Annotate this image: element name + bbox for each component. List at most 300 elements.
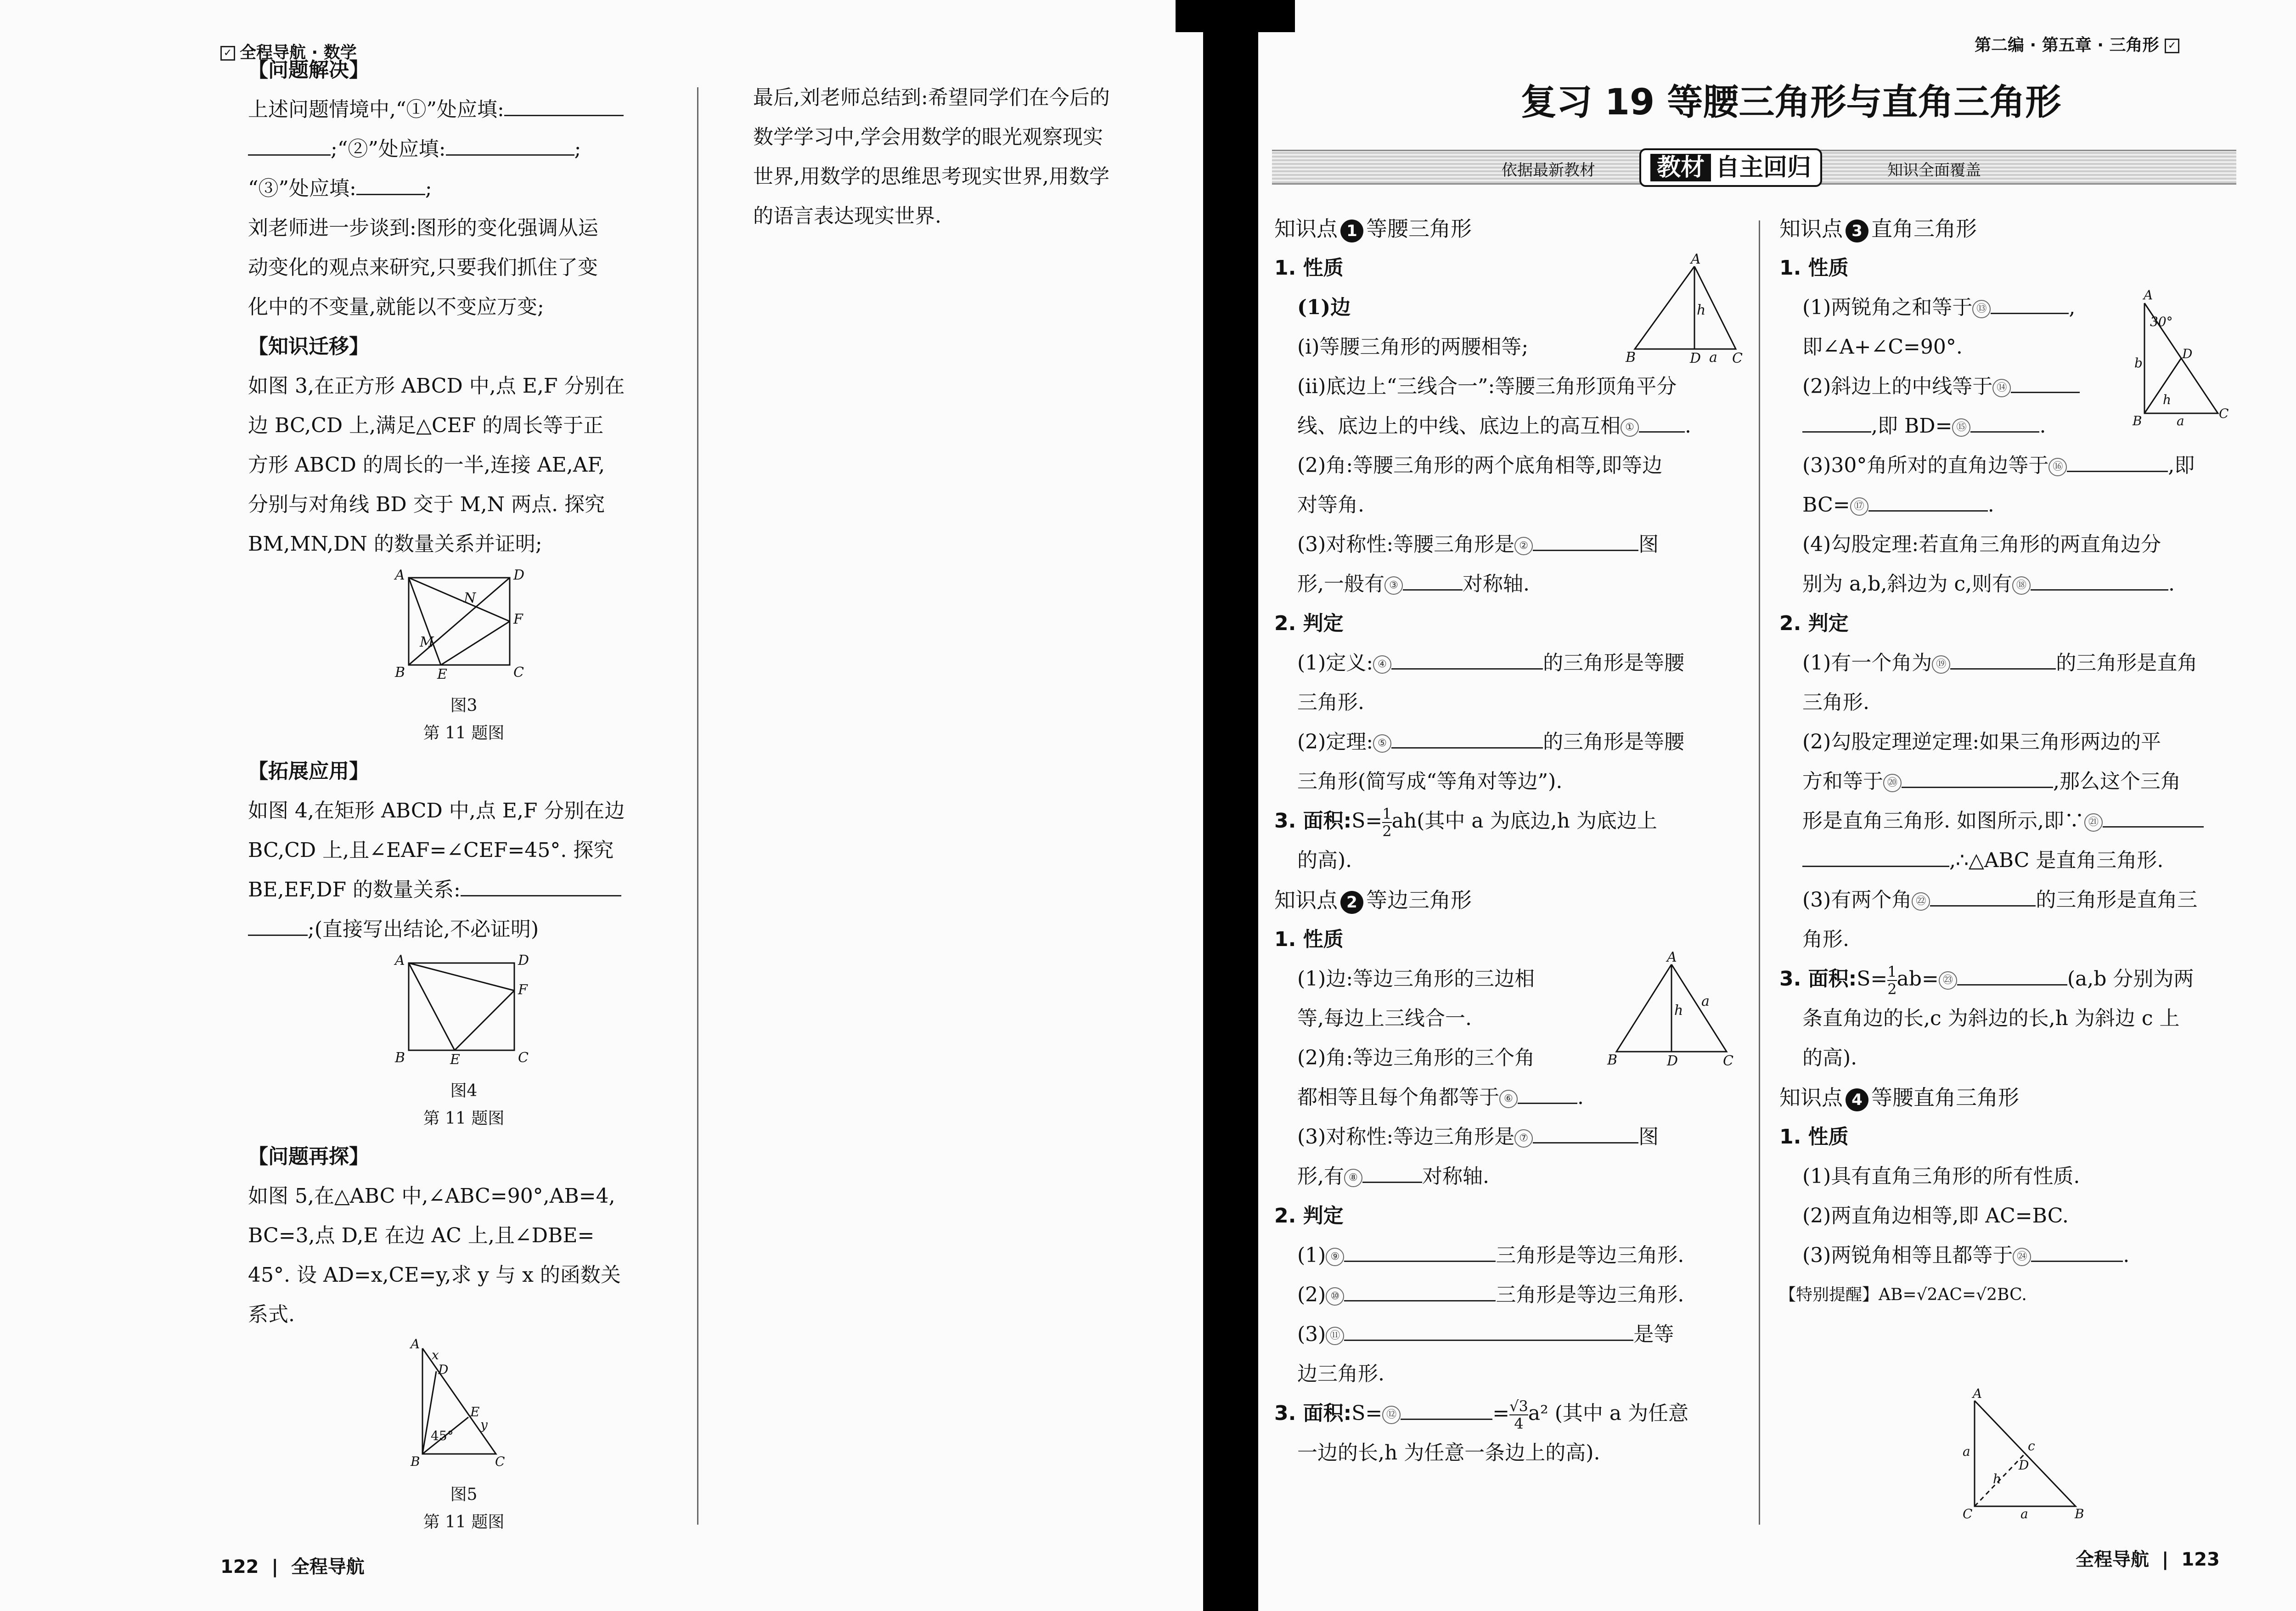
text-run: 对等角. bbox=[1297, 493, 1364, 517]
text-run: (1) bbox=[1297, 1244, 1326, 1267]
text-line bbox=[248, 831, 680, 870]
answer-blank bbox=[1401, 1398, 1492, 1420]
section-heading: 3. 面积: bbox=[1274, 1402, 1352, 1425]
knowledge-point-heading bbox=[1779, 209, 2248, 248]
text-line bbox=[1779, 920, 2248, 959]
svg-text:a: a bbox=[2020, 1506, 2028, 1521]
svg-text:D: D bbox=[2019, 1458, 2029, 1473]
text-line bbox=[1779, 999, 2248, 1038]
knowledge-point-heading bbox=[1274, 880, 1738, 920]
answer-blank bbox=[1950, 648, 2056, 670]
text-run: 的三角形是直角 bbox=[2056, 651, 2198, 675]
formula-rest: (a,b 分别为两 bbox=[2067, 967, 2194, 991]
formula-lhs: S= bbox=[1351, 809, 1383, 833]
svg-text:x: x bbox=[432, 1347, 439, 1363]
numerator: 1 bbox=[1382, 805, 1392, 822]
text-run: (1)边:等边三角形的三边相 bbox=[1297, 967, 1535, 991]
left-column-2 bbox=[753, 78, 1194, 236]
text-run: 动变化的观点来研究,只要我们抓住了变 bbox=[248, 256, 598, 279]
figure-label: 图4 bbox=[450, 1082, 478, 1100]
text-run: 形,有 bbox=[1297, 1165, 1344, 1188]
svg-text:B: B bbox=[1607, 1052, 1618, 1068]
svg-text:b: b bbox=[2134, 355, 2143, 371]
text-line bbox=[248, 248, 680, 287]
text-run: (3)对称性:等边三角形是 bbox=[1297, 1125, 1515, 1149]
text-run: 三角形. bbox=[1297, 691, 1364, 714]
text-line bbox=[248, 1256, 680, 1295]
text-run: (3)30°角所对的直角边等于 bbox=[1802, 454, 2049, 477]
text-line bbox=[1274, 1354, 1738, 1394]
kp-prefix: 知识点 bbox=[1274, 216, 1338, 241]
answer-blank bbox=[2103, 806, 2204, 828]
svg-text:F: F bbox=[513, 611, 523, 627]
text-run: . bbox=[1577, 1086, 1584, 1109]
text-run: 别为 a,b,斜边为 c,则有 bbox=[1802, 572, 2012, 596]
figure-block bbox=[248, 954, 680, 1132]
text-line bbox=[1779, 1236, 2248, 1275]
section-heading: 2. 判定 bbox=[1779, 612, 1849, 635]
text-run: 即∠A+∠C=90°. bbox=[1802, 335, 1963, 359]
text-line bbox=[1274, 1275, 1738, 1315]
answer-blank bbox=[2011, 372, 2080, 393]
equilateral-triangle-figure bbox=[1607, 949, 1736, 1075]
knowledge-point-heading bbox=[1779, 1078, 2248, 1117]
blank-number: ㉔ bbox=[2013, 1248, 2031, 1266]
text-run: . bbox=[2168, 572, 2175, 596]
text-run: BM,MN,DN 的数量关系并证明; bbox=[248, 532, 542, 556]
text-run: ; bbox=[425, 177, 432, 200]
text-line bbox=[1274, 643, 1738, 683]
text-run: 对称轴. bbox=[1463, 572, 1530, 596]
figure-label: 图5 bbox=[450, 1485, 478, 1504]
text-run: 边 BC,CD 上,满足△CEF 的周长等于正 bbox=[248, 414, 604, 437]
formula-mid: ab= bbox=[1896, 967, 1939, 991]
blank-number: ⑧ bbox=[1344, 1169, 1362, 1187]
text-line bbox=[1274, 406, 1738, 446]
area-formula: 3. 面积:S= ⑫ = $\frac{√3}{4}$ a² (其中 a 为任意 bbox=[1274, 1397, 1689, 1432]
answer-blank bbox=[1957, 964, 2067, 986]
answer-blank bbox=[1802, 845, 1949, 867]
blank-number: ⑮ bbox=[1952, 418, 1970, 437]
blank-number: ⑬ bbox=[1972, 300, 1991, 318]
svg-text:A: A bbox=[2144, 287, 2153, 303]
answer-blank bbox=[504, 95, 624, 116]
text-line bbox=[1779, 1196, 2248, 1236]
isosceles-triangle-figure bbox=[1626, 251, 1743, 367]
answer-blank bbox=[1802, 411, 1871, 433]
fraction bbox=[1509, 1398, 1528, 1432]
text-line bbox=[1274, 367, 1738, 406]
text-run: 系式. bbox=[248, 1303, 295, 1326]
text-run: 角形. bbox=[1802, 928, 1849, 951]
text-run: 如图 3,在正方形 ABCD 中,点 E,F 分别在 bbox=[248, 374, 625, 398]
text-run: 的高). bbox=[1802, 1046, 1857, 1070]
figure-caption: 第 11 题图 bbox=[423, 1109, 505, 1128]
blank-number: ㉑ bbox=[2084, 813, 2103, 832]
text-line bbox=[248, 445, 680, 485]
figure-caption: 第 11 题图 bbox=[423, 724, 505, 743]
text-run: . bbox=[1987, 493, 1994, 517]
text-line bbox=[1779, 1038, 2248, 1078]
text-run: . bbox=[1685, 414, 1691, 438]
text-run: ,即 bbox=[2168, 454, 2195, 477]
text-line bbox=[248, 1295, 680, 1335]
text-run: 上述问题情境中,“①”处应填: bbox=[248, 98, 504, 121]
blank-number: ⑦ bbox=[1514, 1129, 1533, 1148]
text-run: (3) bbox=[1297, 1323, 1326, 1346]
section-heading: 1. 性质 bbox=[1274, 256, 1344, 280]
section-heading: 【问题再探】 bbox=[248, 1145, 369, 1168]
column-divider bbox=[1759, 220, 1760, 1525]
kp-number: 3 bbox=[1846, 220, 1868, 242]
right-column-1 bbox=[1274, 209, 1738, 1473]
section-heading: 2. 判定 bbox=[1274, 612, 1344, 635]
text-run: 三角形是等边三角形. bbox=[1496, 1244, 1684, 1267]
svg-text:D: D bbox=[1667, 1053, 1678, 1069]
answer-blank bbox=[1970, 411, 2039, 433]
blank-number: ⑭ bbox=[1992, 379, 2011, 397]
answer-blank bbox=[1902, 766, 2053, 788]
column-divider bbox=[697, 87, 698, 1525]
text-line bbox=[248, 169, 680, 208]
fraction bbox=[1382, 806, 1391, 839]
answer-blank bbox=[1991, 293, 2069, 314]
figure-block bbox=[248, 569, 680, 747]
text-line bbox=[248, 485, 680, 524]
blank-number: ⑩ bbox=[1326, 1287, 1344, 1306]
text-line bbox=[1274, 1157, 1738, 1196]
kp-prefix: 知识点 bbox=[1779, 216, 1843, 241]
text-line bbox=[1779, 683, 2248, 722]
text-run: . bbox=[2039, 414, 2046, 438]
text-run: (3)对称性:等腰三角形是 bbox=[1297, 533, 1515, 556]
svg-text:B: B bbox=[2075, 1506, 2084, 1521]
text-run: , bbox=[2069, 296, 2076, 319]
answer-blank bbox=[1403, 569, 1463, 591]
text-run: “③”处应填: bbox=[248, 177, 356, 200]
text-run: (3)两锐角相等且都等于 bbox=[1802, 1244, 2013, 1267]
text-run: (ⅰ)等腰三角形的两腰相等; bbox=[1297, 335, 1529, 359]
svg-text:c: c bbox=[2028, 1438, 2035, 1453]
section-band: 依据最新教材 教材 自主回归 知识全面覆盖 bbox=[1272, 150, 2236, 185]
text-line bbox=[1779, 762, 2248, 801]
svg-text:N: N bbox=[464, 590, 476, 606]
section-heading: 【知识迁移】 bbox=[248, 335, 369, 358]
svg-text:D: D bbox=[513, 567, 525, 583]
text-run: (2)角:等边三角形的三个角 bbox=[1297, 1046, 1535, 1070]
answer-blank bbox=[1518, 1082, 1577, 1104]
text-run: ,∴△ABC 是直角三角形. bbox=[1949, 849, 2164, 872]
denominator: 2 bbox=[1382, 822, 1392, 840]
text-run: (2)角:等腰三角形的两个底角相等,即等边 bbox=[1297, 454, 1663, 477]
svg-text:B: B bbox=[1626, 349, 1636, 366]
text-line bbox=[1274, 1078, 1738, 1117]
check-box-icon: ✓ bbox=[2165, 39, 2179, 53]
blank-number: ① bbox=[1621, 418, 1639, 437]
text-line bbox=[1779, 643, 2248, 683]
answer-blank bbox=[1391, 648, 1543, 670]
figure-3-square bbox=[395, 567, 533, 682]
text-line bbox=[1274, 1433, 1738, 1473]
svg-text:a: a bbox=[2177, 413, 2184, 428]
text-run: 三角形是等边三角形. bbox=[1496, 1283, 1684, 1307]
text-line bbox=[1779, 446, 2248, 485]
text-run: 的高). bbox=[1297, 849, 1352, 872]
blank-number: ⑱ bbox=[2012, 576, 2031, 595]
answer-blank bbox=[446, 134, 574, 156]
answer-blank bbox=[2031, 1240, 2123, 1262]
text-run: (1)定义: bbox=[1297, 651, 1373, 675]
text-line: 最后,刘老师总结到:希望同学们在今后的 bbox=[753, 86, 1110, 109]
text-run: BC,CD 上,且∠EAF=∠CEF=45°. 探究 bbox=[248, 839, 614, 862]
svg-text:B: B bbox=[395, 1050, 405, 1066]
text-run: (2) bbox=[1297, 1283, 1326, 1307]
section-heading: 3. 面积: bbox=[1779, 967, 1857, 991]
text-run: 条直角边的长,c 为斜边的长,h 为斜边 c 上 bbox=[1802, 1007, 2180, 1030]
page-title: 复习 19 等腰三角形与直角三角形 bbox=[1520, 82, 2061, 123]
text-line bbox=[248, 791, 680, 831]
answer-blank bbox=[1639, 411, 1685, 433]
answer-blank bbox=[2031, 569, 2168, 591]
svg-text:D: D bbox=[1690, 350, 1701, 366]
svg-text:45°: 45° bbox=[431, 1428, 454, 1443]
section-heading: 【问题解决】 bbox=[248, 58, 369, 82]
text-line bbox=[1779, 485, 2248, 525]
text-line bbox=[248, 406, 680, 445]
text-line bbox=[1274, 525, 1738, 564]
section-heading: 【拓展应用】 bbox=[248, 760, 369, 783]
text-run: 等,每边上三线合一. bbox=[1297, 1007, 1472, 1030]
answer-blank bbox=[1533, 529, 1638, 551]
right-running-header: 第二编 · 第五章 · 三角形 ✓ bbox=[1975, 32, 2184, 56]
kp-title: 直角三角形 bbox=[1871, 216, 1977, 241]
text-line bbox=[248, 910, 680, 949]
isosceles-right-triangle-figure bbox=[1956, 1386, 2085, 1521]
kp-number: 2 bbox=[1340, 891, 1363, 914]
figure-caption: 第 11 题图 bbox=[423, 1513, 505, 1532]
answer-blank bbox=[1868, 490, 1988, 512]
text-line bbox=[248, 524, 680, 564]
svg-text:C: C bbox=[518, 1050, 529, 1066]
section-tag: 教材 自主回归 bbox=[1639, 148, 1822, 187]
blank-number: ⑨ bbox=[1326, 1248, 1344, 1266]
answer-blank bbox=[1391, 727, 1543, 749]
blank-number: ② bbox=[1514, 537, 1533, 555]
text-run: (2)勾股定理逆定理:如果三角形两边的平 bbox=[1802, 730, 2161, 754]
text-line bbox=[1779, 1157, 2248, 1196]
formula-lhs: S= bbox=[1351, 1402, 1383, 1425]
text-run: 方形 ABCD 的周长的一半,连接 AE,AF, bbox=[248, 453, 605, 477]
blank-number: ⑰ bbox=[1850, 497, 1868, 516]
figure-label: 图3 bbox=[450, 696, 478, 715]
text-run: 三角形(简写成“等角对等边”). bbox=[1297, 770, 1563, 793]
text-run: 对称轴. bbox=[1422, 1165, 1489, 1188]
svg-text:E: E bbox=[450, 1052, 460, 1068]
text-run: 45°. 设 AD=x,CE=y,求 y 与 x 的函数关 bbox=[248, 1263, 621, 1287]
figure-block bbox=[248, 1336, 680, 1536]
answer-blank bbox=[248, 914, 308, 936]
text-line bbox=[1779, 801, 2248, 841]
svg-text:C: C bbox=[1963, 1506, 1973, 1521]
denominator: 4 bbox=[1514, 1414, 1524, 1432]
kp-title: 等边三角形 bbox=[1366, 888, 1472, 913]
left-footer: 122 | 全程导航 bbox=[220, 1556, 365, 1577]
text-run: 的三角形是直角三 bbox=[2036, 888, 2198, 912]
answer-blank bbox=[1533, 1122, 1638, 1143]
text-line bbox=[248, 870, 680, 910]
text-run: 一边的长,h 为任意一条边上的高). bbox=[1297, 1441, 1600, 1465]
formula-rest: a² (其中 a 为任意 bbox=[1528, 1402, 1689, 1425]
svg-text:A: A bbox=[1691, 251, 1701, 267]
svg-text:C: C bbox=[495, 1454, 505, 1469]
svg-text:D: D bbox=[518, 952, 529, 969]
blank-number: ⑫ bbox=[1382, 1406, 1401, 1424]
blank-number: ⑯ bbox=[2048, 458, 2067, 476]
text-line bbox=[248, 90, 680, 130]
text-run: 刘老师进一步谈到:图形的变化强调从运 bbox=[248, 216, 598, 240]
text-line bbox=[1779, 880, 2248, 920]
text-run: 是等 bbox=[1633, 1323, 1674, 1346]
text-line: 数学学习中,学会用数学的眼光观察现实 bbox=[753, 125, 1103, 149]
svg-text:D: D bbox=[2182, 346, 2193, 361]
left-running-header: ✓ 全程导航 · 数学 bbox=[220, 39, 357, 63]
svg-text:a: a bbox=[1709, 349, 1717, 366]
blank-number: ㉓ bbox=[1939, 971, 1957, 990]
text-line bbox=[1274, 1315, 1738, 1354]
text-line bbox=[248, 130, 680, 169]
section-heading: 1. 性质 bbox=[1779, 1125, 1849, 1149]
text-run: (1)具有直角三角形的所有性质. bbox=[1802, 1165, 2080, 1188]
text-line bbox=[1779, 841, 2248, 880]
text-run: BC= bbox=[1802, 493, 1850, 517]
svg-text:h: h bbox=[2163, 392, 2172, 407]
svg-text:B: B bbox=[2133, 413, 2142, 428]
blank-number: ④ bbox=[1373, 655, 1391, 674]
text-run: (1)边 bbox=[1297, 296, 1351, 319]
answer-blank bbox=[1344, 1240, 1496, 1262]
svg-text:a: a bbox=[1963, 1444, 1970, 1459]
blank-number: ⑥ bbox=[1499, 1090, 1518, 1108]
formula-lhs: S= bbox=[1857, 967, 1888, 991]
text-run: (ⅱ)底边上“三线合一”:等腰三角形顶角平分 bbox=[1297, 375, 1677, 398]
section-heading: 1. 性质 bbox=[1779, 256, 1849, 280]
text-line bbox=[1274, 841, 1738, 880]
answer-blank bbox=[1344, 1280, 1496, 1301]
svg-text:C: C bbox=[513, 665, 524, 681]
svg-text:E: E bbox=[437, 666, 447, 682]
area-formula bbox=[1779, 959, 2248, 999]
answer-blank bbox=[1344, 1319, 1633, 1341]
svg-text:h: h bbox=[1993, 1471, 2002, 1487]
kp-number: 4 bbox=[1846, 1088, 1868, 1111]
formula-rest: ah(其中 a 为底边,h 为底边上 bbox=[1391, 809, 1657, 833]
text-run: ,那么这个三角 bbox=[2053, 770, 2181, 793]
text-run: 如图 5,在△ABC 中,∠ABC=90°,AB=4, bbox=[248, 1184, 615, 1208]
text-run: 都相等且每个角都等于 bbox=[1297, 1086, 1499, 1109]
numerator: √3 bbox=[1509, 1397, 1528, 1415]
text-run: 形是直角三角形. 如图所示,即∵ bbox=[1802, 809, 2084, 833]
text-line bbox=[1274, 485, 1738, 525]
svg-text:h: h bbox=[1697, 302, 1706, 318]
denominator: 2 bbox=[1887, 980, 1897, 998]
text-line bbox=[248, 208, 680, 248]
right-footer: 全程导航 | 123 bbox=[2076, 1549, 2220, 1570]
answer-blank bbox=[1362, 1161, 1422, 1183]
kp-title: 等腰三角形 bbox=[1366, 216, 1472, 241]
answer-blank bbox=[1930, 885, 2036, 907]
text-line: 世界,用数学的思维思考现实世界,用数学 bbox=[753, 165, 1109, 188]
blank-number: ③ bbox=[1384, 576, 1403, 595]
text-run: (4)勾股定理:若直角三角形的两直角边分 bbox=[1802, 533, 2161, 556]
blank-number: ⑪ bbox=[1326, 1327, 1344, 1345]
text-run: ; bbox=[574, 137, 581, 161]
text-line bbox=[1779, 722, 2248, 762]
text-run: BE,EF,DF 的数量关系: bbox=[248, 878, 461, 901]
svg-text:M: M bbox=[420, 634, 434, 650]
knowledge-point-heading bbox=[1274, 209, 1738, 248]
text-run: 图 bbox=[1638, 533, 1659, 556]
text-run: 方和等于 bbox=[1802, 770, 1883, 793]
book-gutter bbox=[1203, 0, 1258, 1611]
text-run: 如图 4,在矩形 ABCD 中,点 E,F 分别在边 bbox=[248, 799, 625, 822]
svg-text:30°: 30° bbox=[2150, 314, 2173, 329]
kp-number: 1 bbox=[1340, 220, 1363, 242]
text-line bbox=[1779, 564, 2248, 604]
text-run: 化中的不变量,就能以不变应万变; bbox=[248, 295, 544, 319]
numerator: 1 bbox=[1887, 963, 1897, 980]
fraction bbox=[1887, 963, 1896, 997]
text-line bbox=[1274, 683, 1738, 722]
svg-text:h: h bbox=[1674, 1003, 1683, 1019]
svg-text:B: B bbox=[395, 665, 405, 681]
right-triangle-figure bbox=[2131, 287, 2232, 432]
text-run: (2)两直角边相等,即 AC=BC. bbox=[1802, 1204, 2069, 1228]
book-gutter-top bbox=[1176, 0, 1295, 32]
kp-title: 等腰直角三角形 bbox=[1871, 1085, 2019, 1110]
text-run: (3)有两个角 bbox=[1802, 888, 1912, 912]
check-box-icon: ✓ bbox=[220, 46, 235, 61]
text-run: 形,一般有 bbox=[1297, 572, 1384, 596]
area-formula bbox=[1274, 801, 1738, 841]
text-run: (1)两锐角之和等于 bbox=[1802, 296, 1973, 319]
svg-text:C: C bbox=[1732, 350, 1743, 366]
text-run: 边三角形. bbox=[1297, 1362, 1384, 1386]
text-run: (2)定理: bbox=[1297, 730, 1373, 754]
text-run: ;“②”处应填: bbox=[331, 137, 446, 161]
answer-blank bbox=[356, 174, 425, 195]
text-run: ;(直接写出结论,不必证明) bbox=[308, 918, 539, 941]
section-heading: 3. 面积: bbox=[1274, 809, 1352, 833]
text-line bbox=[248, 1177, 680, 1216]
text-line bbox=[1274, 1117, 1738, 1157]
text-line bbox=[1274, 1236, 1738, 1275]
text-line bbox=[1274, 446, 1738, 485]
text-run: 图 bbox=[1638, 1125, 1659, 1149]
text-line bbox=[1779, 525, 2248, 564]
text-line bbox=[1274, 722, 1738, 762]
kp-prefix: 知识点 bbox=[1779, 1085, 1843, 1110]
blank-number: ⑳ bbox=[1883, 774, 1902, 792]
svg-text:y: y bbox=[480, 1417, 488, 1432]
text-run: 三角形. bbox=[1802, 691, 1869, 714]
svg-text:A: A bbox=[1973, 1386, 1982, 1401]
svg-text:C: C bbox=[2219, 406, 2229, 421]
text-run: 线、底边上的中线、底边上的高互相 bbox=[1297, 414, 1621, 438]
text-run: (1)有一个角为 bbox=[1802, 651, 1932, 675]
svg-text:B: B bbox=[411, 1454, 420, 1469]
svg-text:E: E bbox=[470, 1404, 480, 1419]
text-line bbox=[1274, 564, 1738, 604]
